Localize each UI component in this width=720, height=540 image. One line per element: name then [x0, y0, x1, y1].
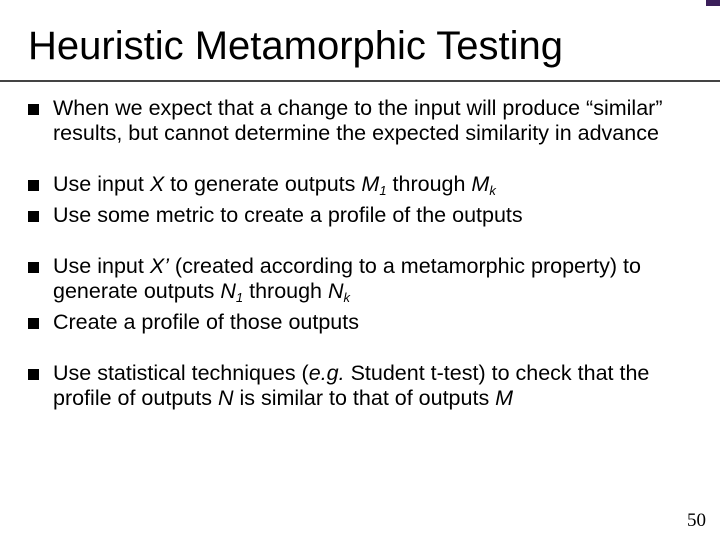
square-bullet-icon — [28, 104, 39, 115]
square-bullet-icon — [28, 369, 39, 380]
subscript: k — [489, 183, 496, 198]
text-run: Use statistical techniques ( — [53, 361, 309, 385]
italic-text: X — [149, 172, 165, 196]
title-divider — [0, 80, 720, 82]
italic-text: $N_1$ — [220, 279, 244, 305]
italic-text: N — [217, 386, 234, 410]
bullet-item — [0, 96, 720, 146]
bullet-item — [0, 254, 720, 304]
slide-title: Heuristic Metamorphic Testing — [28, 24, 564, 68]
text-run: Student t-test) to check that the profile of outputs — [53, 361, 650, 410]
subscript: 1 — [379, 183, 387, 198]
italic-text: $N_k$ — [328, 279, 351, 305]
square-bullet-icon — [28, 211, 39, 222]
page-number: 50 — [687, 510, 706, 531]
square-bullet-icon — [28, 180, 39, 191]
text-run: through — [386, 172, 472, 196]
bullet-item — [0, 361, 720, 411]
italic-text: e.g. — [308, 361, 345, 385]
square-bullet-icon — [28, 318, 39, 329]
text-run: to generate outputs — [164, 172, 362, 196]
text-run: Use input — [53, 172, 150, 196]
bullet-text — [53, 96, 662, 145]
text-run: through — [243, 279, 328, 303]
text-run: When we expect that a change to the input will produce “similar” results, but cannot determine the expected similarity in advance — [53, 96, 663, 145]
italic-text: X’ — [149, 254, 169, 278]
text-run: Use some metric to create a profile of the outputs — [53, 203, 523, 227]
corner-accent-mark — [706, 0, 720, 6]
italic-text: $M_1$ — [361, 172, 387, 198]
italic-text: M — [495, 386, 514, 410]
bullet-text — [53, 172, 496, 196]
bullet-item — [0, 310, 720, 335]
square-bullet-icon — [28, 262, 39, 273]
text-run: (created according to a metamorphic property) to generate outputs — [53, 254, 641, 303]
bullet-text — [53, 310, 359, 334]
bullet-item — [0, 172, 720, 197]
bullet-text — [53, 254, 641, 303]
text-run: Create a profile of those outputs — [53, 310, 359, 334]
italic-text: $M_k$ — [471, 172, 496, 198]
subscript: 1 — [235, 290, 244, 305]
bullet-text — [53, 203, 523, 227]
bullet-item — [0, 203, 720, 228]
bullet-text — [53, 361, 649, 410]
bullet-list — [0, 96, 720, 417]
text-run: Use input — [53, 254, 150, 278]
subscript: k — [343, 290, 351, 305]
text-run: is similar to that of outputs — [233, 386, 496, 410]
